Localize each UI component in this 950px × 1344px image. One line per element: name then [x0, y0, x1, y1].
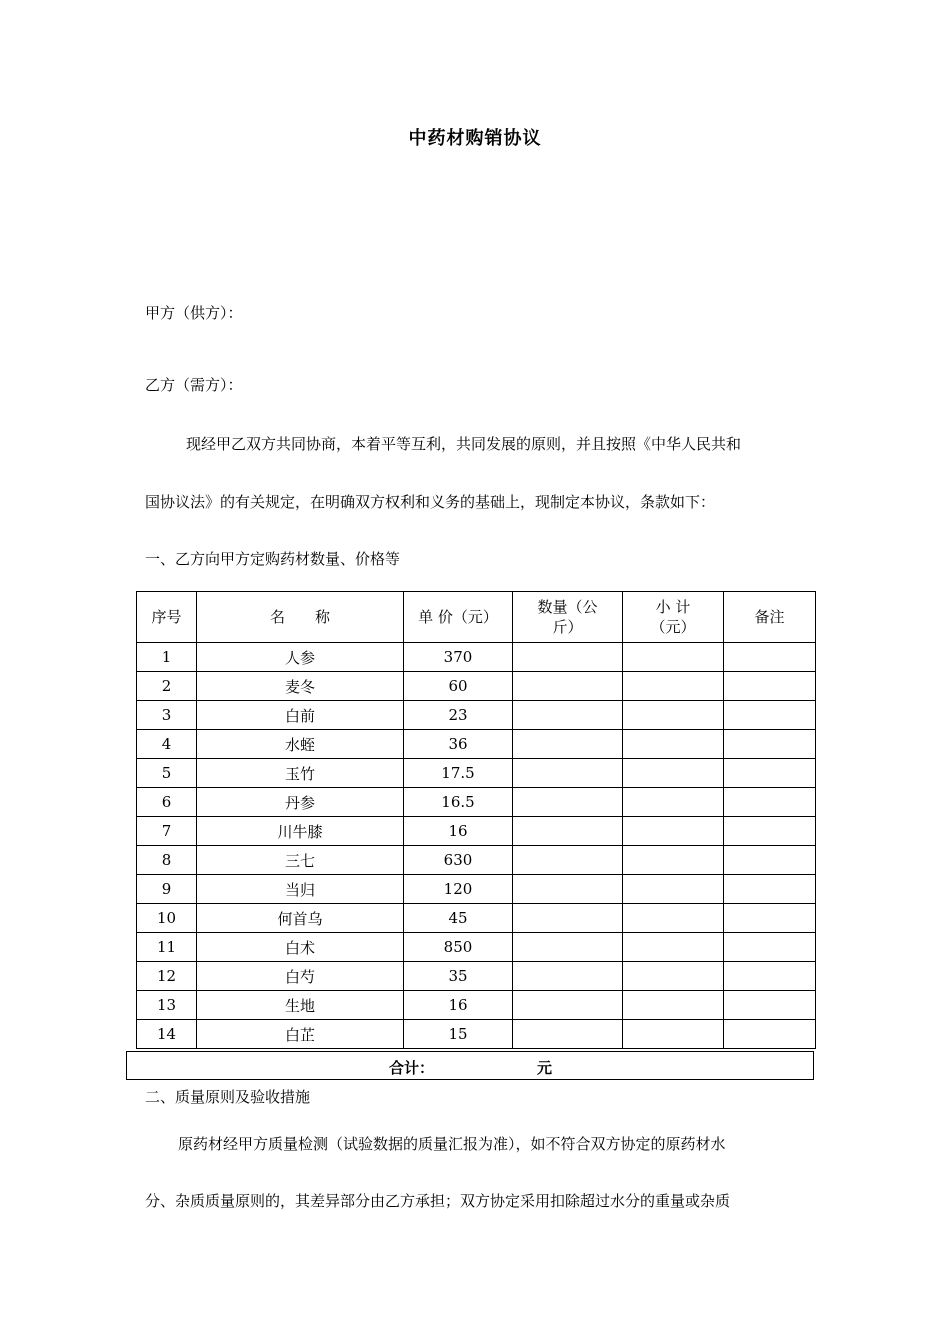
table-row	[137, 788, 816, 817]
header-subtotal: 小 计 （元）	[623, 592, 724, 643]
table-row	[137, 672, 816, 701]
table-header-row	[137, 592, 816, 643]
row-subtotal	[623, 643, 724, 672]
row-name: 白芷	[197, 1020, 404, 1049]
row-price: 850	[404, 933, 513, 962]
row-quantity	[513, 904, 623, 933]
table-row	[137, 904, 816, 933]
row-note	[724, 962, 816, 991]
row-price: 17.5	[404, 759, 513, 788]
row-no: 12	[137, 962, 197, 991]
row-name: 人参	[197, 643, 404, 672]
party-b-label: 乙方（需方）：	[145, 376, 243, 394]
total-unit: 元	[537, 1059, 553, 1077]
row-price: 60	[404, 672, 513, 701]
row-quantity	[513, 1020, 623, 1049]
row-name: 生地	[197, 991, 404, 1020]
row-note	[724, 672, 816, 701]
row-quantity	[513, 933, 623, 962]
row-name: 麦冬	[197, 672, 404, 701]
row-name: 白术	[197, 933, 404, 962]
row-no: 8	[137, 846, 197, 875]
row-price: 16	[404, 817, 513, 846]
row-price: 16	[404, 991, 513, 1020]
items-table	[136, 591, 816, 1049]
row-note	[724, 875, 816, 904]
table-row	[137, 817, 816, 846]
row-name: 玉竹	[197, 759, 404, 788]
table-row	[137, 759, 816, 788]
row-no: 4	[137, 730, 197, 759]
row-name: 白前	[197, 701, 404, 730]
table-row	[137, 962, 816, 991]
row-price: 630	[404, 846, 513, 875]
total-label: 合计：	[389, 1059, 435, 1077]
row-note	[724, 788, 816, 817]
row-no: 10	[137, 904, 197, 933]
section-1-heading: 一、乙方向甲方定购药材数量、价格等	[145, 550, 401, 568]
row-note	[724, 846, 816, 875]
row-subtotal	[623, 1020, 724, 1049]
row-subtotal	[623, 904, 724, 933]
row-quantity	[513, 846, 623, 875]
header-no: 序号	[137, 592, 197, 643]
row-price: 23	[404, 701, 513, 730]
row-no: 7	[137, 817, 197, 846]
row-note	[724, 991, 816, 1020]
row-name: 丹参	[197, 788, 404, 817]
row-subtotal	[623, 730, 724, 759]
row-note	[724, 730, 816, 759]
header-name: 名 称	[197, 592, 404, 643]
row-subtotal	[623, 788, 724, 817]
row-no: 6	[137, 788, 197, 817]
row-note	[724, 817, 816, 846]
row-note	[724, 1020, 816, 1049]
party-a-label: 甲方（供方）：	[145, 304, 243, 322]
row-name: 水蛭	[197, 730, 404, 759]
row-quantity	[513, 759, 623, 788]
row-no: 5	[137, 759, 197, 788]
intro-paragraph-line-2: 国协议法》的有关规定，在明确双方权利和义务的基础上，现制定本协议，条款如下：	[145, 493, 716, 511]
document-title: 中药材购销协议	[408, 128, 542, 149]
row-quantity	[513, 643, 623, 672]
row-no: 2	[137, 672, 197, 701]
row-subtotal	[623, 759, 724, 788]
table-row	[137, 701, 816, 730]
row-price: 15	[404, 1020, 513, 1049]
row-name: 白芍	[197, 962, 404, 991]
row-note	[724, 933, 816, 962]
row-name: 当归	[197, 875, 404, 904]
row-price: 370	[404, 643, 513, 672]
row-subtotal	[623, 991, 724, 1020]
table-row	[137, 933, 816, 962]
row-note	[724, 701, 816, 730]
row-quantity	[513, 730, 623, 759]
intro-paragraph-line-1: 现经甲乙双方共同协商，本着平等互利，共同发展的原则，并且按照《中华人民共和	[186, 435, 742, 453]
table-row	[137, 991, 816, 1020]
header-note: 备注	[724, 592, 816, 643]
row-subtotal	[623, 701, 724, 730]
table-row	[137, 846, 816, 875]
row-name: 川牛膝	[197, 817, 404, 846]
row-price: 35	[404, 962, 513, 991]
row-subtotal	[623, 672, 724, 701]
table-row	[137, 643, 816, 672]
section-2-line-1: 原药材经甲方质量检测（试验数据的质量汇报为准），如不符合双方协定的原药材水	[178, 1135, 726, 1153]
row-note	[724, 759, 816, 788]
row-price: 36	[404, 730, 513, 759]
row-subtotal	[623, 817, 724, 846]
row-no: 14	[137, 1020, 197, 1049]
row-subtotal	[623, 962, 724, 991]
row-no: 13	[137, 991, 197, 1020]
header-quantity: 数量（公 斤）	[513, 592, 623, 643]
row-price: 45	[404, 904, 513, 933]
row-no: 3	[137, 701, 197, 730]
row-quantity	[513, 701, 623, 730]
row-note	[724, 643, 816, 672]
row-price: 16.5	[404, 788, 513, 817]
row-quantity	[513, 962, 623, 991]
table-row	[137, 1020, 816, 1049]
row-quantity	[513, 991, 623, 1020]
row-note	[724, 904, 816, 933]
row-no: 11	[137, 933, 197, 962]
table-row	[137, 875, 816, 904]
header-price: 单 价（元）	[404, 592, 513, 643]
row-name: 何首乌	[197, 904, 404, 933]
row-name: 三七	[197, 846, 404, 875]
total-row	[126, 1051, 814, 1080]
section-2-heading: 二、质量原则及验收措施	[145, 1088, 311, 1106]
row-no: 9	[137, 875, 197, 904]
row-quantity	[513, 788, 623, 817]
row-subtotal	[623, 875, 724, 904]
row-subtotal	[623, 846, 724, 875]
row-quantity	[513, 817, 623, 846]
row-no: 1	[137, 643, 197, 672]
row-quantity	[513, 875, 623, 904]
row-price: 120	[404, 875, 513, 904]
section-2-line-2: 分、杂质质量原则的，其差异部分由乙方承担；双方协定采用扣除超过水分的重量或杂质	[145, 1192, 731, 1210]
table-row	[137, 730, 816, 759]
row-subtotal	[623, 933, 724, 962]
row-quantity	[513, 672, 623, 701]
